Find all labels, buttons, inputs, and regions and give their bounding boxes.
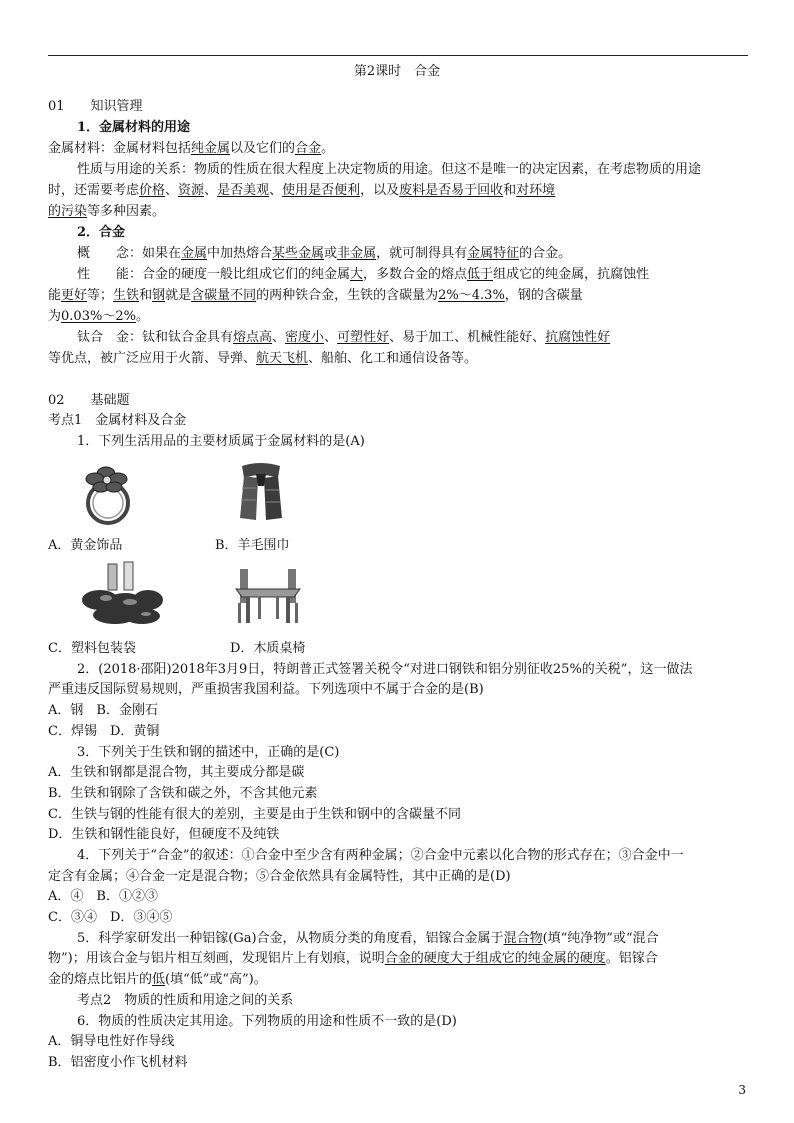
question-4-line1: 4．下列关于“合金”的叙述：①合金中至少含有两种金属；②合金中元素以化合物的形式存在；③合金中一 bbox=[77, 848, 684, 863]
section-heading-basic: 02 基础题 bbox=[48, 393, 130, 408]
q3-option-c: C．生铁与钢的性能有很大的差别，主要是由于生铁和钢中的含碳量不同 bbox=[48, 807, 461, 822]
p2-line1: 概 念：如果在金属中加热熔合某些金属或非金属，就可制得具有金属特征的合金。 bbox=[77, 246, 572, 261]
p1-line2: 性质与用途的关系：物质的性质在很大程度上决定物质的用途。但这不是唯一的决定因素，在考虑物质的用途 bbox=[77, 162, 702, 177]
q3-option-d: D．生铁和钢性能良好，但硬度不及纯铁 bbox=[48, 827, 280, 842]
gold-ring-image bbox=[75, 458, 137, 528]
q4-options-ab: A．④ B．①②③ bbox=[48, 889, 158, 904]
question-5-line3: 金的熔点比铝片的低(填“低”或“高”)。 bbox=[48, 972, 267, 987]
p2-line5: 钛合 金：钛和钛合金具有熔点高、密度小、可塑性好、易于加工、机械性能好、抗腐蚀性好 bbox=[77, 330, 611, 345]
header-rule bbox=[48, 55, 748, 56]
plastic-bags-image bbox=[80, 560, 165, 628]
p2-line4: 为0.03%～2%。 bbox=[48, 309, 149, 324]
question-4-line2: 定含有金属；④合金一定是混合物；⑤合金依然具有金属特性，其中正确的是(D) bbox=[48, 869, 511, 884]
q1-option-c: C．塑料包装袋 bbox=[48, 641, 136, 656]
question-2-line2: 严重违反国际贸易规则，严重损害我国利益。下列选项中不属于合金的是(B) bbox=[48, 682, 484, 697]
question-3: 3．下列关于生铁和钢的描述中，正确的是(C) bbox=[77, 745, 340, 760]
q1-option-a: A．黄金饰品 bbox=[48, 538, 123, 553]
keypoint-1: 考点1 金属材料及合金 bbox=[48, 413, 187, 428]
q2-options-ab: A．钢 B．金刚石 bbox=[48, 703, 158, 718]
wool-scarf-image bbox=[228, 458, 294, 524]
q3-option-a: A．生铁和钢都是混合物，其主要成分都是碳 bbox=[48, 765, 305, 780]
p2-line2: 性 能：合金的硬度一般比组成它们的纯金属大，多数合金的熔点低于组成它的纯金属，抗腐蚀性 bbox=[77, 267, 650, 282]
q1-option-d: D．木质桌椅 bbox=[230, 641, 306, 656]
p1-heading: 1．金属材料的用途 bbox=[77, 120, 191, 135]
q6-option-a: A．铜导电性好作导线 bbox=[48, 1034, 175, 1049]
q1-option-b: B．羊毛围巾 bbox=[215, 538, 290, 553]
question-2-line1: 2．(2018·邵阳)2018年3月9日，特朗普正式签署关税令“对进口钢铁和铝分别征收25%的关税”，这一做法 bbox=[77, 662, 693, 677]
q4-options-cd: C．③④ D．③④⑤ bbox=[48, 910, 173, 925]
p2-line3: 能更好等；生铁和钢就是含碳量不同的两种铁合金，生铁的含碳量为2%～4.3%，钢的含碳量 bbox=[48, 288, 583, 303]
question-5-line1: 5．科学家研发出一种铝镓(Ga)合金，从物质分类的角度看，铝镓合金属于混合物(填“纯净物”或“混合 bbox=[77, 931, 659, 946]
q3-option-b: B．生铁和钢除了含铁和碳之外，不含其他元素 bbox=[48, 786, 318, 801]
section-heading-knowledge: 01 知识管理 bbox=[48, 99, 143, 114]
q2-options-cd: C．焊锡 D．黄铜 bbox=[48, 724, 160, 739]
wooden-table-image bbox=[234, 565, 302, 627]
question-6: 6．物质的性质决定其用途。下列物质的用途和性质不一致的是(D) bbox=[77, 1014, 457, 1029]
keypoint-2: 考点2 物质的性质和用途之间的关系 bbox=[77, 993, 294, 1008]
p1-line1: 金属材料：金属材料包括纯金属以及它们的合金。 bbox=[48, 141, 335, 156]
page-number: 3 bbox=[738, 1083, 746, 1097]
p2-line6: 等优点，被广泛应用于火箭、导弹、航天飞机、船舶、化工和通信设备等。 bbox=[48, 351, 478, 366]
p1-line3: 时，还需要考虑价格、资源、是否美观、使用是否便利，以及废料是否易于回收和对环境 bbox=[48, 183, 556, 198]
q6-option-b: B．铝密度小作飞机材料 bbox=[48, 1055, 188, 1070]
p2-heading: 2．合金 bbox=[77, 225, 126, 240]
question-5-line2: 物”)；用该合金与铝片相互刻画，发现铝片上有划痕，说明合金的硬度大于组成它的纯金属的硬度。铝镓合 bbox=[48, 951, 658, 966]
page-title: 第2课时 合金 bbox=[353, 64, 441, 79]
p1-line4: 的污染等多种因素。 bbox=[48, 204, 166, 219]
question-1: 1．下列生活用品的主要材质属于金属材料的是(A) bbox=[77, 434, 365, 449]
